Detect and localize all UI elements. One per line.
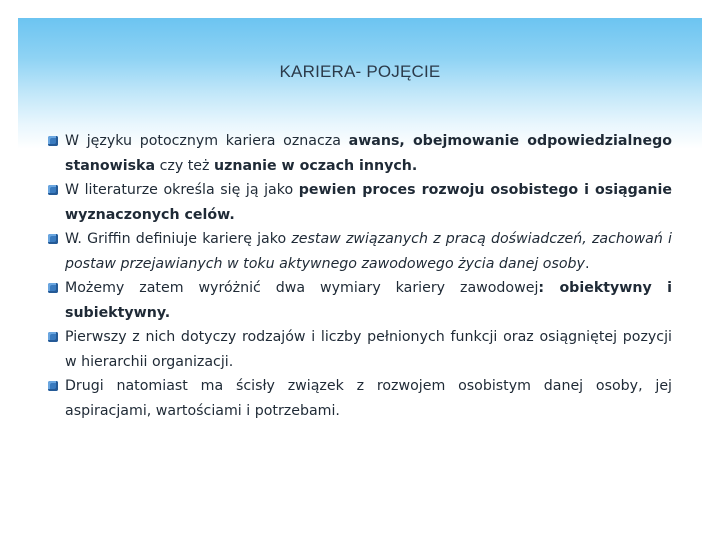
item-2-text: W literaturze określa się ją jako	[65, 182, 299, 198]
item-6-text: Drugi natomiast ma ścisły związek z rozwojem osobistym danej osoby, jej aspiracjami, wartościami i potrzebami.	[65, 378, 672, 419]
square-bullet-icon	[48, 332, 58, 342]
bullet-item-5	[48, 325, 672, 374]
square-bullet-icon	[48, 234, 58, 244]
item-2-bold: pewien proces rozwoju osobistego i osiąganie wyznaczonych celów.	[65, 182, 672, 223]
bullet-list	[48, 129, 672, 423]
item-3-end: .	[584, 255, 590, 272]
square-bullet-icon	[48, 381, 58, 391]
bullet-item-1	[48, 129, 672, 178]
item-1-text: W języku potocznym kariera oznacza	[65, 133, 349, 149]
square-bullet-icon	[48, 283, 58, 293]
item-3-text: W. Griffin definiuje karierę jako	[65, 231, 292, 247]
item-1-bold-a: awans, obejmowanie odpowiedzialnego stanowiska	[65, 133, 672, 174]
slide-title: KARIERA- POJĘCIE	[279, 62, 441, 81]
square-bullet-icon	[48, 136, 58, 146]
item-5-text: Pierwszy z nich dotyczy rodzajów i liczby pełnionych funkcji oraz osiągniętej pozycji w hierarchii organizacji.	[65, 329, 672, 370]
bullet-item-6	[48, 374, 672, 423]
item-3-italic: zestaw związanych z pracą doświadczeń, zachowań i postaw przejawianych w toku aktywnego zawodowego życia danej osoby	[65, 231, 672, 272]
square-bullet-icon	[48, 185, 58, 195]
item-4-text: Możemy zatem wyróżnić dwa wymiary kariery zawodowej	[65, 280, 539, 296]
bullet-item-2	[48, 178, 672, 227]
item-1-text-b: czy też	[155, 157, 214, 174]
bullet-item-3	[48, 227, 672, 276]
item-1-bold-b: uznanie w oczach innych.	[214, 157, 418, 174]
item-4-bold: : obiektywny i subiektywny.	[65, 280, 672, 321]
bullet-item-4	[48, 276, 672, 325]
